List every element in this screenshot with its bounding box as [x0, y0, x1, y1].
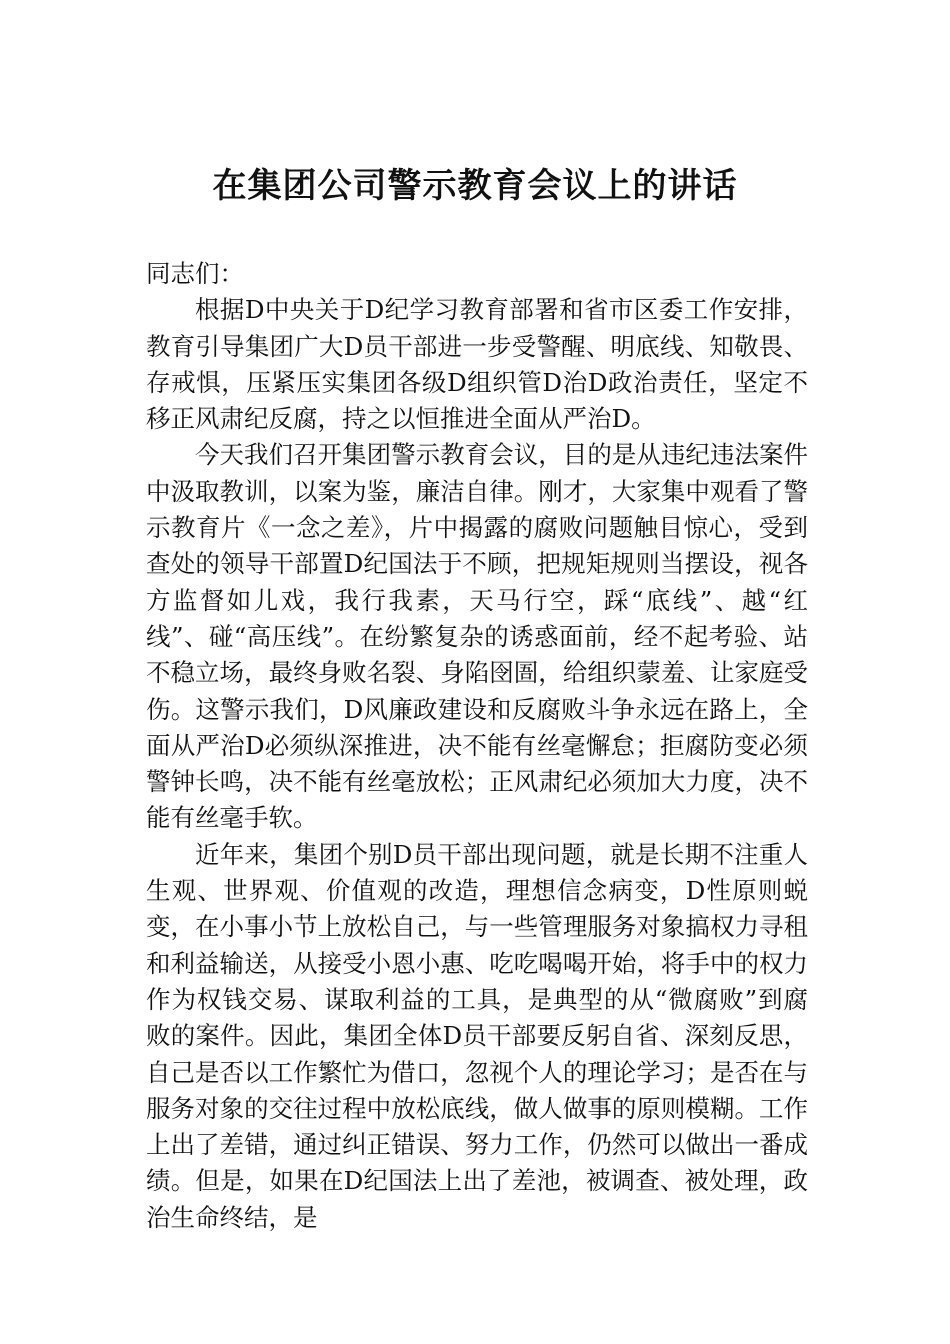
document-body [146, 256, 808, 1236]
salutation: 同志们： [146, 259, 244, 288]
document-title: 在集团公司警示教育会议上的讲话 [212, 166, 738, 206]
paragraph-2: 今天我们召开集团警示教育会议，目的是从违纪违法案件中汲取教训，以案为鉴，廉洁自律。刚才，大家集中观看了警示教育片《一念之差》，片中揭露的腐败问题触目惊心，受到查处的领导干部置D纪国法于不顾，把规矩规则当摆设，视各方监督如儿戏，我行我素，天马行空，踩“底线”、越“红线”、碰“高压线”。在纷繁复杂的诱惑面前，经不起考验、站不稳立场，最终身败名裂、身陷囹圄，给组织蒙羞、让家庭受伤。这警示我们，D风廉政建设和反腐败斗争永远在路上，全面从严治D必须纵深推进，决不能有丝毫懈怠；拒腐防变必须警钟长鸣，决不能有丝毫放松；正风肃纪必须加大力度，决不能有丝毫手软。 [146, 440, 808, 833]
paragraph-1: 根据D中央关于D纪学习教育部署和省市区委工作安排，教育引导集团广大D员干部进一步受警醒、明底线、知敬畏、存戒惧，压紧压实集团各级D组织管D治D政治责任，坚定不移正风肃纪反腐，持之以恒推进全面从严治D。 [146, 295, 808, 434]
paragraph-3: 近年来，集团个别D员干部出现问题，就是长期不注重人生观、世界观、价值观的改造，理想信念病变，D性原则蜕变，在小事小节上放松自己，与一些管理服务对象搞权力寻租和利益输送，从接受小恩小惠、吃吃喝喝开始，将手中的权力作为权钱交易、谋取利益的工具，是典型的从“微腐败”到腐败的案件。因此，集团全体D员干部要反躬自省、深刻反思，自己是否以工作繁忙为借口，忽视个人的理论学习；是否在与服务对象的交往过程中放松底线，做人做事的原则模糊。工作上出了差错，通过纠正错误、努力工作，仍然可以做出一番成绩。但是，如果在D纪国法上出了差池，被调查、被处理，政治生命终结，是 [146, 839, 808, 1232]
